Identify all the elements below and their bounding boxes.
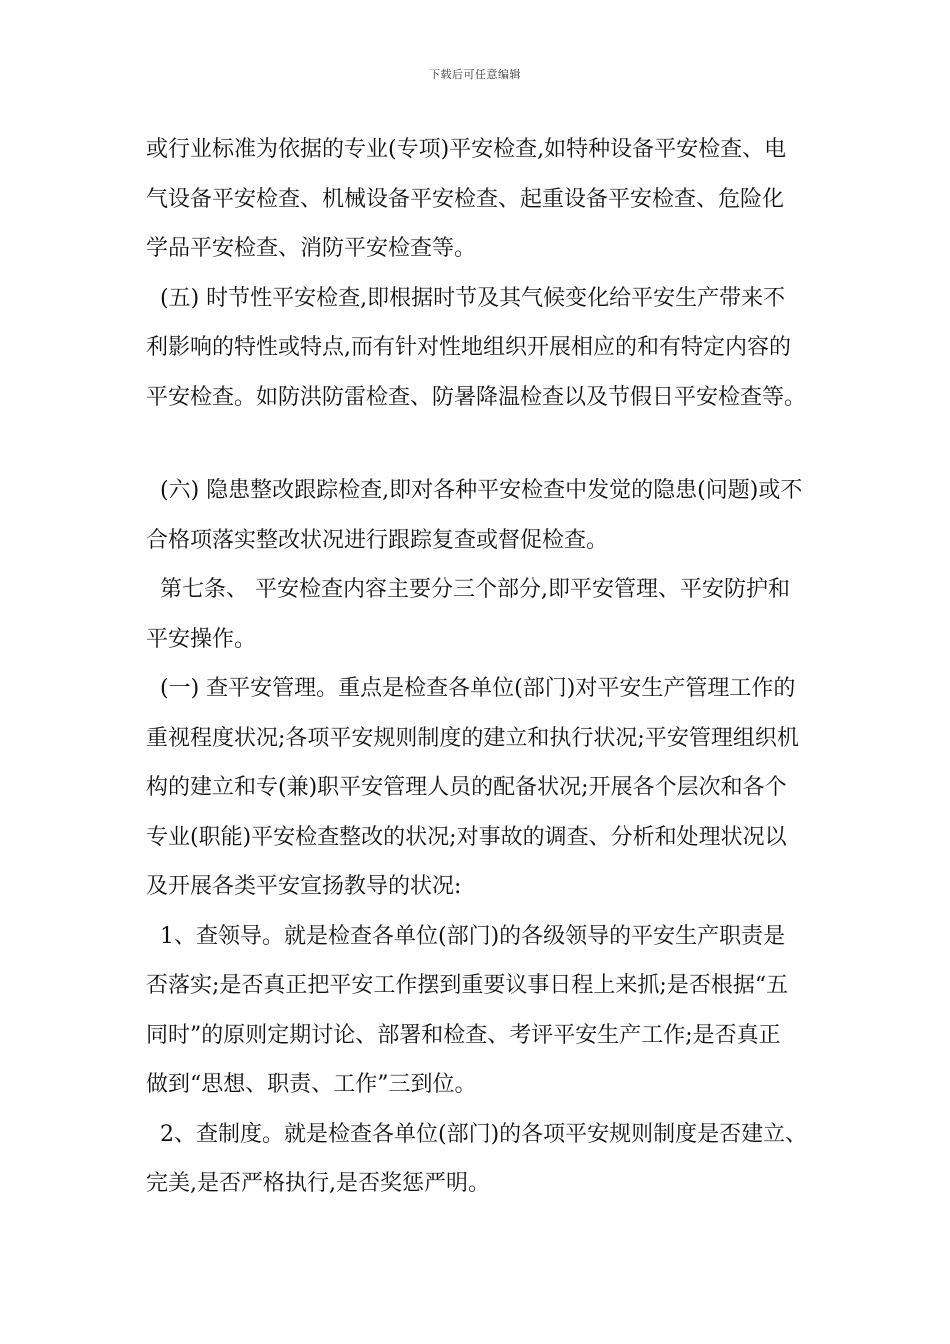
paragraph-line: 2、查制度。就是检查各单位(部门)的各项平安规则制度是否建立、 bbox=[160, 1121, 808, 1147]
paragraph-line: 完美,是否严格执行,是否奖惩严明。 bbox=[146, 1171, 490, 1196]
paragraph-line: 平安操作。 bbox=[146, 626, 257, 652]
document-body bbox=[146, 132, 826, 1216]
paragraph-line: 构的建立和专(兼)职平安管理人员的配备状况;开展各个层次和各个 bbox=[146, 775, 787, 800]
paragraph-line: 否落实;是否真正把平安工作摆到重要议事日程上来抓;是否根据“五 bbox=[146, 973, 789, 998]
paragraph-line: 或行业标准为依据的专业(专项)平安检查,如特种设备平安检查、电 bbox=[146, 137, 787, 162]
paragraph-line: 重视程度状况;各项平安规则制度的建立和执行状况;平安管理组织机 bbox=[146, 725, 799, 751]
page-header-note: 下载后可任意编辑 bbox=[429, 68, 521, 81]
paragraph-line: 合格项落实整改状况进行跟踪复查或督促检查。 bbox=[146, 527, 609, 553]
paragraph-line: 平安检查。如防洪防雷检查、防暑降温检查以及节假日平安检查等。 bbox=[146, 384, 807, 410]
paragraph-spacer bbox=[146, 429, 826, 473]
paragraph-line: 气设备平安检查、机械设备平安检查、起重设备平安检查、危险化 bbox=[146, 186, 785, 212]
paragraph-line: (一) 查平安管理。重点是检查各单位(部门)对平安生产管理工作的 bbox=[160, 676, 796, 701]
paragraph-line: 同时”的原则定期讨论、部署和检查、考评平安生产工作;是否真正 bbox=[146, 1022, 781, 1048]
paragraph-line: 利影响的特性或特点,而有针对性地组织开展相应的和有特定内容的 bbox=[146, 335, 791, 360]
paragraph-line: 1、查领导。就是检查各单位(部门)的各级领导的平安生产职责是 bbox=[160, 923, 786, 949]
paragraph-line: 学品平安检查、消防平安检查等。 bbox=[146, 236, 477, 261]
paragraph-line: (六) 隐患整改跟踪检查,即对各种平安检查中发觉的隐患(问题)或不 bbox=[160, 478, 803, 503]
paragraph-line: 专业(职能)平安检查整改的状况;对事故的调查、分析和处理状况以 bbox=[146, 824, 787, 850]
article-heading-line: 第七条、 平安检查内容主要分三个部分,即平安管理、平安防护和 bbox=[160, 577, 790, 602]
paragraph-line: (五) 时节性平安检查,即根据时节及其气候变化给平安生产带来不 bbox=[160, 285, 786, 311]
paragraph-line: 做到“思想、职责、工作”三到位。 bbox=[146, 1072, 477, 1097]
paragraph-line: 及开展各类平安宣扬教导的状况: bbox=[146, 874, 462, 899]
